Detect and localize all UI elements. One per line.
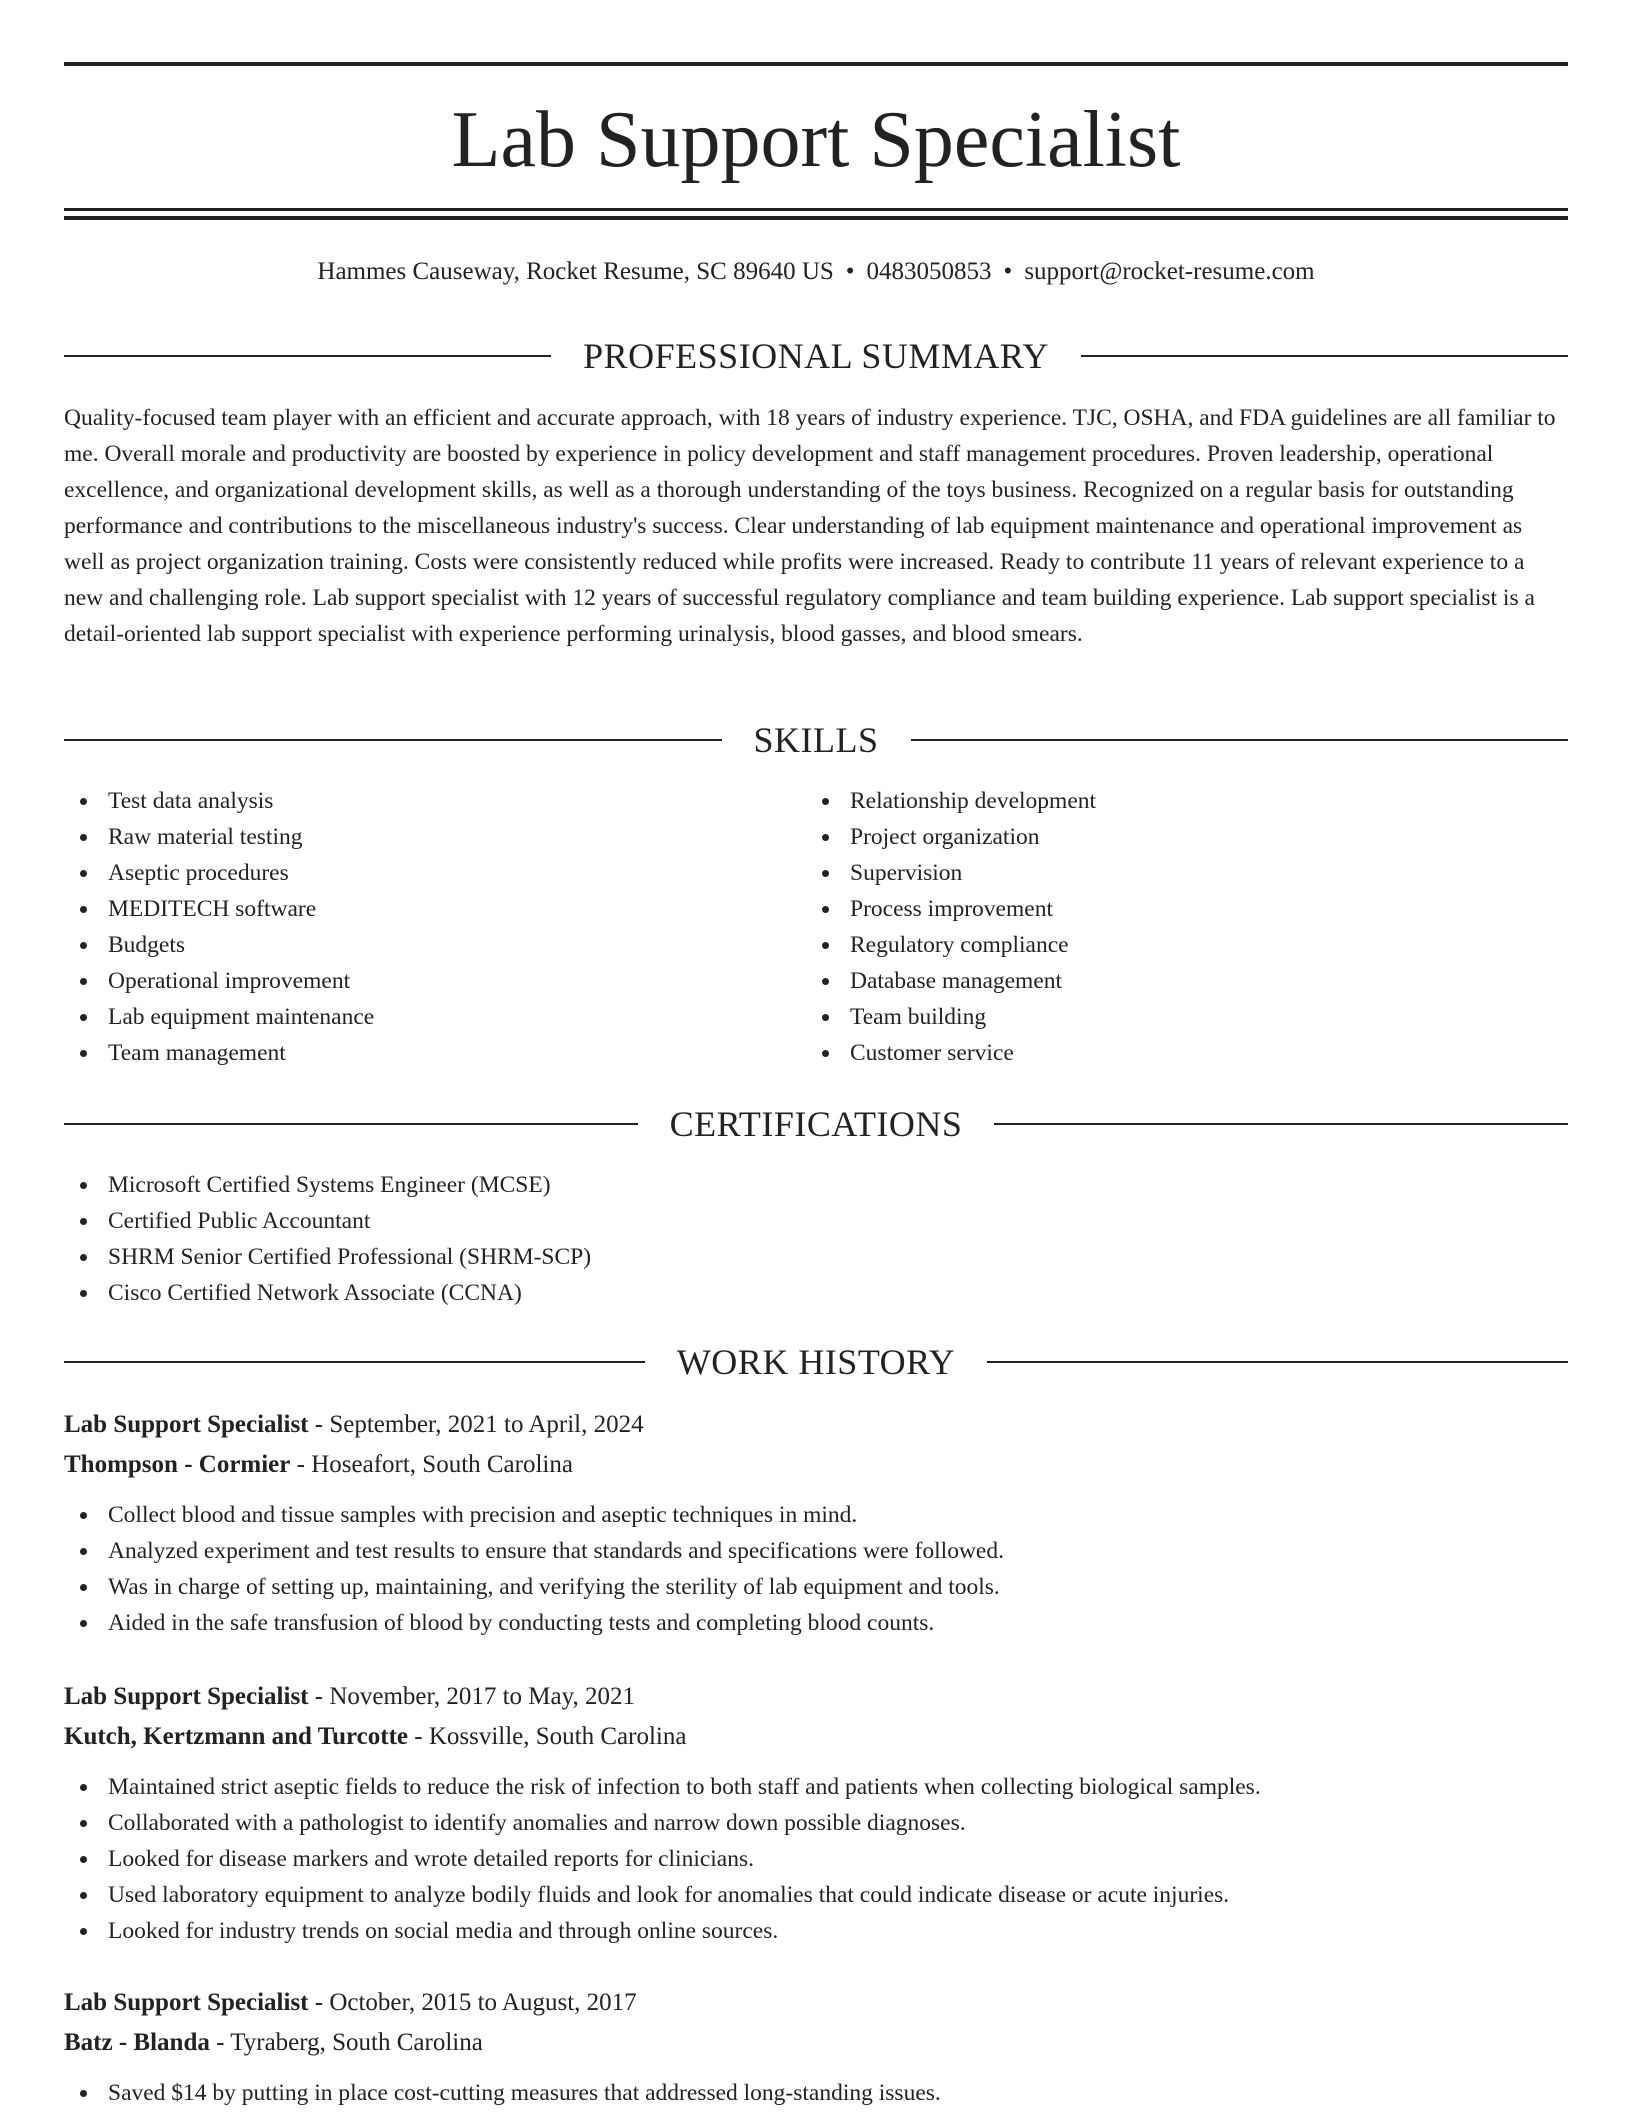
job-company: Batz - Blanda	[64, 2029, 210, 2056]
job-title-line	[64, 1405, 1568, 1445]
skill-item: Project organization	[806, 819, 1546, 855]
skill-item: Team management	[64, 1035, 804, 1071]
job-location: - Tyraberg, South Carolina	[216, 2029, 483, 2056]
section-divider-left	[64, 739, 722, 741]
job-dates: - November, 2017 to May, 2021	[314, 1683, 636, 1710]
job-title: Lab Support Specialist	[64, 1411, 309, 1438]
job-entry	[64, 1405, 1568, 1641]
job-bullet: Was in charge of setting up, maintaining, and verifying the sterility of lab equipment and tools.	[64, 1569, 1568, 1605]
header-bottom-rule-thick	[64, 216, 1568, 220]
section-divider-right	[911, 739, 1569, 741]
certification-item: Cisco Certified Network Associate (CCNA)	[64, 1275, 1568, 1311]
certification-item: Microsoft Certified Systems Engineer (MCSE)	[64, 1167, 1568, 1203]
section-divider-right	[1081, 355, 1568, 357]
certification-item: Certified Public Accountant	[64, 1203, 1568, 1239]
contact-phone: 0483050853	[866, 258, 992, 285]
job-bullets	[64, 1497, 1568, 1641]
work-history-heading: WORK HISTORY	[676, 1342, 956, 1382]
job-bullet: Analyzed experiment and test results to ensure that standards and specifications were followed.	[64, 1533, 1568, 1569]
job-bullet: Looked for industry trends on social media and through online sources.	[64, 1913, 1568, 1949]
skill-item: Customer service	[806, 1035, 1546, 1071]
summary-section-header	[64, 334, 1568, 378]
job-bullet: Maintained strict aseptic fields to reduce the risk of infection to both staff and patients when collecting biological samples.	[64, 1769, 1568, 1805]
section-divider-left	[64, 1123, 638, 1125]
skill-item: Raw material testing	[64, 819, 804, 855]
skill-item: Supervision	[806, 855, 1546, 891]
certifications-section-header	[64, 1102, 1568, 1146]
job-bullet: Collaborated with a pathologist to identify anomalies and narrow down possible diagnoses.	[64, 1805, 1568, 1841]
section-divider-right	[994, 1123, 1568, 1125]
contact-address: Hammes Causeway, Rocket Resume, SC 89640 US	[317, 258, 834, 285]
job-location: - Kossville, South Carolina	[414, 1723, 687, 1750]
skill-item: MEDITECH software	[64, 891, 804, 927]
job-title: Lab Support Specialist	[64, 1683, 309, 1710]
section-divider-right	[987, 1361, 1568, 1363]
contact-line	[64, 254, 1568, 290]
certifications-heading: CERTIFICATIONS	[669, 1104, 963, 1144]
section-divider-left	[64, 1361, 645, 1363]
skills-list-left	[64, 783, 804, 1071]
job-location: - Hoseafort, South Carolina	[296, 1451, 573, 1478]
skill-item: Process improvement	[806, 891, 1546, 927]
skill-item: Team building	[806, 999, 1546, 1035]
skill-item: Relationship development	[806, 783, 1546, 819]
work-history-section-header	[64, 1340, 1568, 1384]
job-dates: - October, 2015 to August, 2017	[314, 1989, 637, 2016]
header-bottom-rule-thin	[64, 208, 1568, 211]
summary-text: Quality-focused team player with an efficient and accurate approach, with 18 years of industry experience. TJC, OSHA, and FDA guidelines are all familiar to me. Overall morale and productivity are boosted by experience in policy development and staff management procedures. Proven leadership, operational excellence, and organizational development skills, as well as a thorough understanding of the toys business. Recognized on a regular basis for outstanding performance and contributions to the miscellaneous industry's success. Clear understanding of lab equipment maintenance and operational improvement as well as project organization training. Costs were consistently reduced while profits were increased. Ready to contribute 11 years of relevant experience to a new and challenging role. Lab support specialist with 12 years of successful regulatory compliance and team building experience. Lab support specialist is a detail-oriented lab support specialist with experience performing urinalysis, blood gasses, and blood smears.	[64, 405, 1556, 647]
job-company-line	[64, 1717, 1568, 1757]
job-entry	[64, 1677, 1568, 1949]
skills-heading: SKILLS	[753, 720, 879, 760]
certification-item: SHRM Senior Certified Professional (SHRM-SCP)	[64, 1239, 1568, 1275]
contact-email: support@rocket-resume.com	[1024, 258, 1315, 285]
job-company-line	[64, 2023, 1568, 2063]
skill-item: Regulatory compliance	[806, 927, 1546, 963]
job-company: Kutch, Kertzmann and Turcotte	[64, 1723, 408, 1750]
job-title-line	[64, 1677, 1568, 1717]
job-bullet: Looked for disease markers and wrote detailed reports for clinicians.	[64, 1841, 1568, 1877]
contact-separator: •	[845, 258, 855, 285]
job-bullets	[64, 2075, 1568, 2111]
job-title: Lab Support Specialist	[64, 1989, 309, 2016]
skill-item: Aseptic procedures	[64, 855, 804, 891]
skill-item: Lab equipment maintenance	[64, 999, 804, 1035]
job-dates: - September, 2021 to April, 2024	[314, 1411, 644, 1438]
header-top-rule	[64, 62, 1568, 66]
job-bullet: Aided in the safe transfusion of blood by conducting tests and completing blood counts.	[64, 1605, 1568, 1641]
section-divider-left	[64, 355, 551, 357]
job-entry	[64, 1983, 1568, 2111]
job-company-line	[64, 1445, 1568, 1485]
summary-heading: PROFESSIONAL SUMMARY	[583, 336, 1049, 376]
job-bullets	[64, 1769, 1568, 1949]
contact-separator: •	[1003, 258, 1013, 285]
skills-section-header	[64, 718, 1568, 762]
skill-item: Budgets	[64, 927, 804, 963]
job-bullet: Collect blood and tissue samples with precision and aseptic techniques in mind.	[64, 1497, 1568, 1533]
skill-item: Test data analysis	[64, 783, 804, 819]
resume-title: Lab Support Specialist	[451, 96, 1181, 184]
job-bullet: Saved $14 by putting in place cost-cutting measures that addressed long-standing issues.	[64, 2075, 1568, 2111]
job-company: Thompson - Cormier	[64, 1451, 291, 1478]
skill-item: Operational improvement	[64, 963, 804, 999]
job-bullet: Used laboratory equipment to analyze bodily fluids and look for anomalies that could indicate disease or acute injuries.	[64, 1877, 1568, 1913]
skills-list-right	[806, 783, 1546, 1071]
certifications-list	[64, 1167, 1568, 1311]
skill-item: Database management	[806, 963, 1546, 999]
job-title-line	[64, 1983, 1568, 2023]
